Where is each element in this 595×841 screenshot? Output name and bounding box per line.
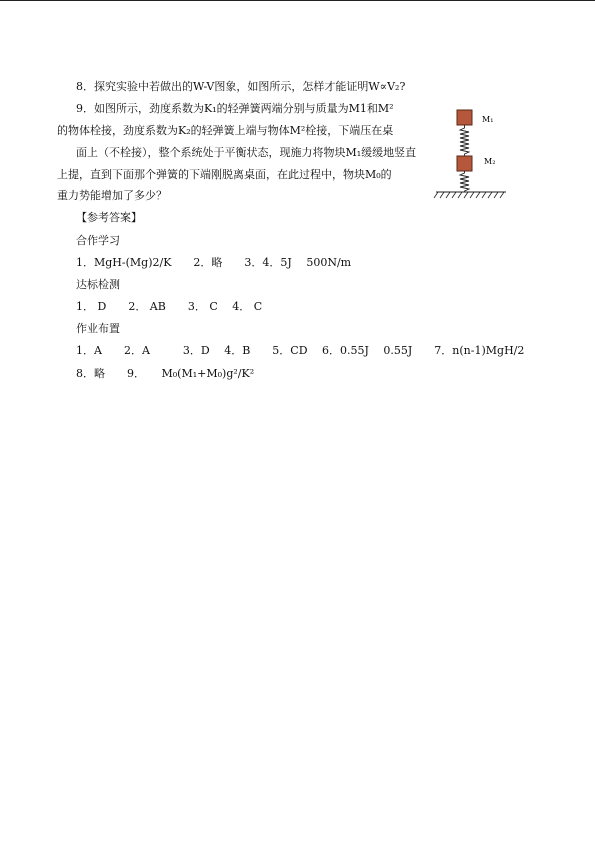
section-standards-test-title: 达标检测 (76, 278, 120, 291)
question-9-line-1: 9．如图所示，劲度系数为K₁的轻弹簧两端分别与质量为M1和M² (76, 102, 394, 115)
spring-mass-figure (432, 106, 512, 201)
question-9-line-4: 上提，直到下面那个弹簧的下端刚脱离桌面，在此过程中，物块M₀的 (57, 168, 392, 181)
section-homework-answers-line-2: 8．略 9． M₀(M₁+M₀)g²/K² (76, 367, 255, 380)
block-m2 (457, 156, 472, 171)
label-m2: M₂ (484, 157, 496, 166)
question-9-line-3: 面上（不栓接），整个系统处于平衡状态，现施力将物块M₁缓缓地竖直 (76, 146, 417, 159)
page-top-border (0, 0, 595, 1)
answers-heading: 【参考答案】 (76, 211, 142, 224)
question-9-line-2: 的物体栓接，劲度系数为K₂的轻弹簧上端与物体M²栓接，下端压在桌 (57, 124, 394, 137)
question-9-line-5: 重力势能增加了多少？ (57, 189, 167, 202)
block-m1 (457, 110, 472, 125)
label-m1: M₁ (482, 115, 494, 124)
question-8: 8．探究实验中若做出的W-V图象，如图所示，怎样才能证明W∝V₂? (76, 80, 406, 93)
spring-k2 (460, 171, 469, 192)
ground-hatching (434, 192, 504, 198)
section-standards-test-answers: 1． D 2． AB 3． C 4． C (76, 300, 263, 313)
spring-k1 (460, 125, 469, 156)
section-homework-title: 作业布置 (76, 322, 120, 335)
section-cooperative-learning-title: 合作学习 (76, 234, 120, 247)
section-cooperative-learning-answers: 1．MgH-(Mg)2/K 2．略 3．4．5J 500N/m (76, 256, 352, 269)
section-homework-answers-line-1: 1．A 2．A 3．D 4．B 5．CD 6．0.55J 0.55J 7．n(n-1)MgH/2 (76, 344, 525, 357)
